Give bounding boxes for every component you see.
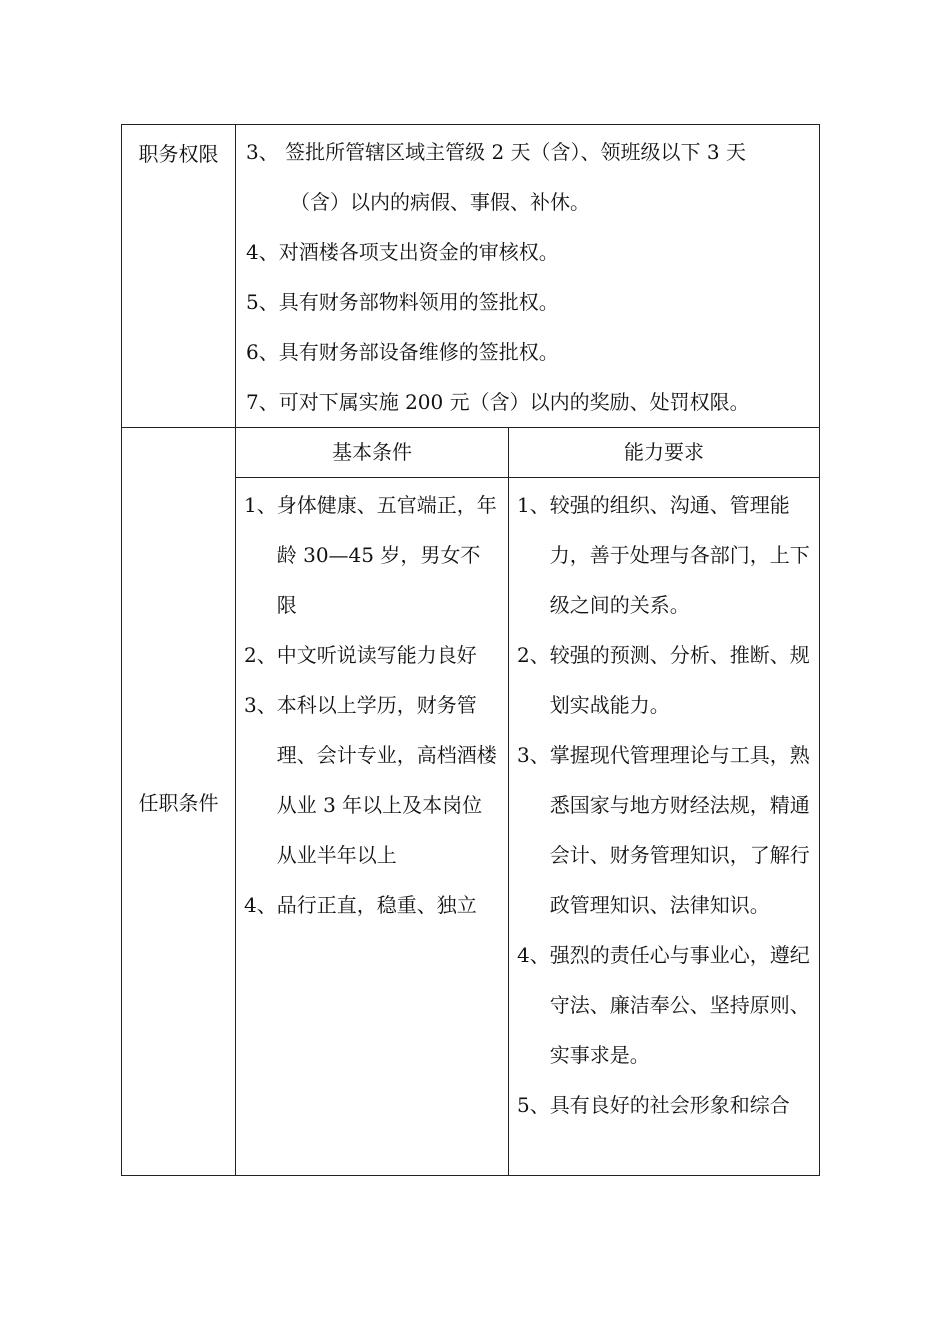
authority-line: 7、可对下属实施 200 元（含）以内的奖励、处罚权限。	[246, 390, 750, 414]
item-number: 3、	[517, 743, 550, 767]
item-number: 5、	[517, 1093, 550, 1117]
item-text: 掌握现代管理理论与工具，熟悉国家与地方财经法规，精通会计、财务管理知识，了解行政管理知识、法律知识。	[549, 743, 810, 917]
item-text: 具有良好的社会形象和综合	[549, 1093, 790, 1117]
authority-line: 3、 签批所管辖区域主管级 2 天（含）、领班级以下 3 天	[246, 140, 746, 164]
item-number: 3、	[244, 693, 277, 717]
list-item	[517, 930, 811, 1080]
item-number: 4、	[244, 893, 277, 917]
item-text: 品行正直，稳重、独立	[276, 893, 477, 917]
ability-requirements-header: 能力要求	[509, 428, 820, 478]
item-number: 1、	[244, 493, 277, 517]
item-number: 1、	[517, 493, 550, 517]
list-item	[244, 480, 500, 630]
item-text: 中文听说读写能力良好	[276, 643, 477, 667]
authority-line: （含）以内的病假、事假、补休。	[290, 190, 590, 214]
authority-line: 4、对酒楼各项支出资金的审核权。	[246, 240, 559, 264]
authority-line: 5、具有财务部物料领用的签批权。	[246, 290, 559, 314]
item-text: 本科以上学历，财务管理、会计专业，高档酒楼从业 3 年以上及本岗位从业半年以上	[276, 693, 497, 867]
list-item	[517, 730, 811, 930]
item-text: 强烈的责任心与事业心，遵纪守法、廉洁奉公、坚持原则、实事求是。	[549, 943, 810, 1067]
item-number: 4、	[517, 943, 550, 967]
item-text: 身体健康、五官端正，年龄 30—45 岁，男女不限	[276, 493, 497, 617]
authority-content	[236, 125, 820, 428]
list-item	[517, 480, 811, 630]
basic-conditions-header: 基本条件	[236, 428, 509, 478]
qualifications-label: 任职条件	[122, 428, 236, 1176]
job-description-table	[121, 124, 820, 1176]
list-item	[244, 630, 500, 680]
item-text: 较强的组织、沟通、管理能力，善于处理与各部门，上下级之间的关系。	[549, 493, 810, 617]
list-item	[517, 1080, 811, 1130]
authority-row	[122, 125, 820, 428]
basic-conditions-list	[236, 478, 509, 1176]
ability-requirements-list	[509, 478, 820, 1176]
authority-line: 6、具有财务部设备维修的签批权。	[246, 340, 559, 364]
list-item	[517, 630, 811, 730]
item-number: 2、	[517, 643, 550, 667]
list-item	[244, 680, 500, 880]
qualifications-header-row	[122, 428, 820, 478]
list-item	[244, 880, 500, 930]
item-number: 2、	[244, 643, 277, 667]
item-text: 较强的预测、分析、推断、规划实战能力。	[549, 643, 810, 717]
authority-label: 职务权限	[122, 125, 236, 428]
